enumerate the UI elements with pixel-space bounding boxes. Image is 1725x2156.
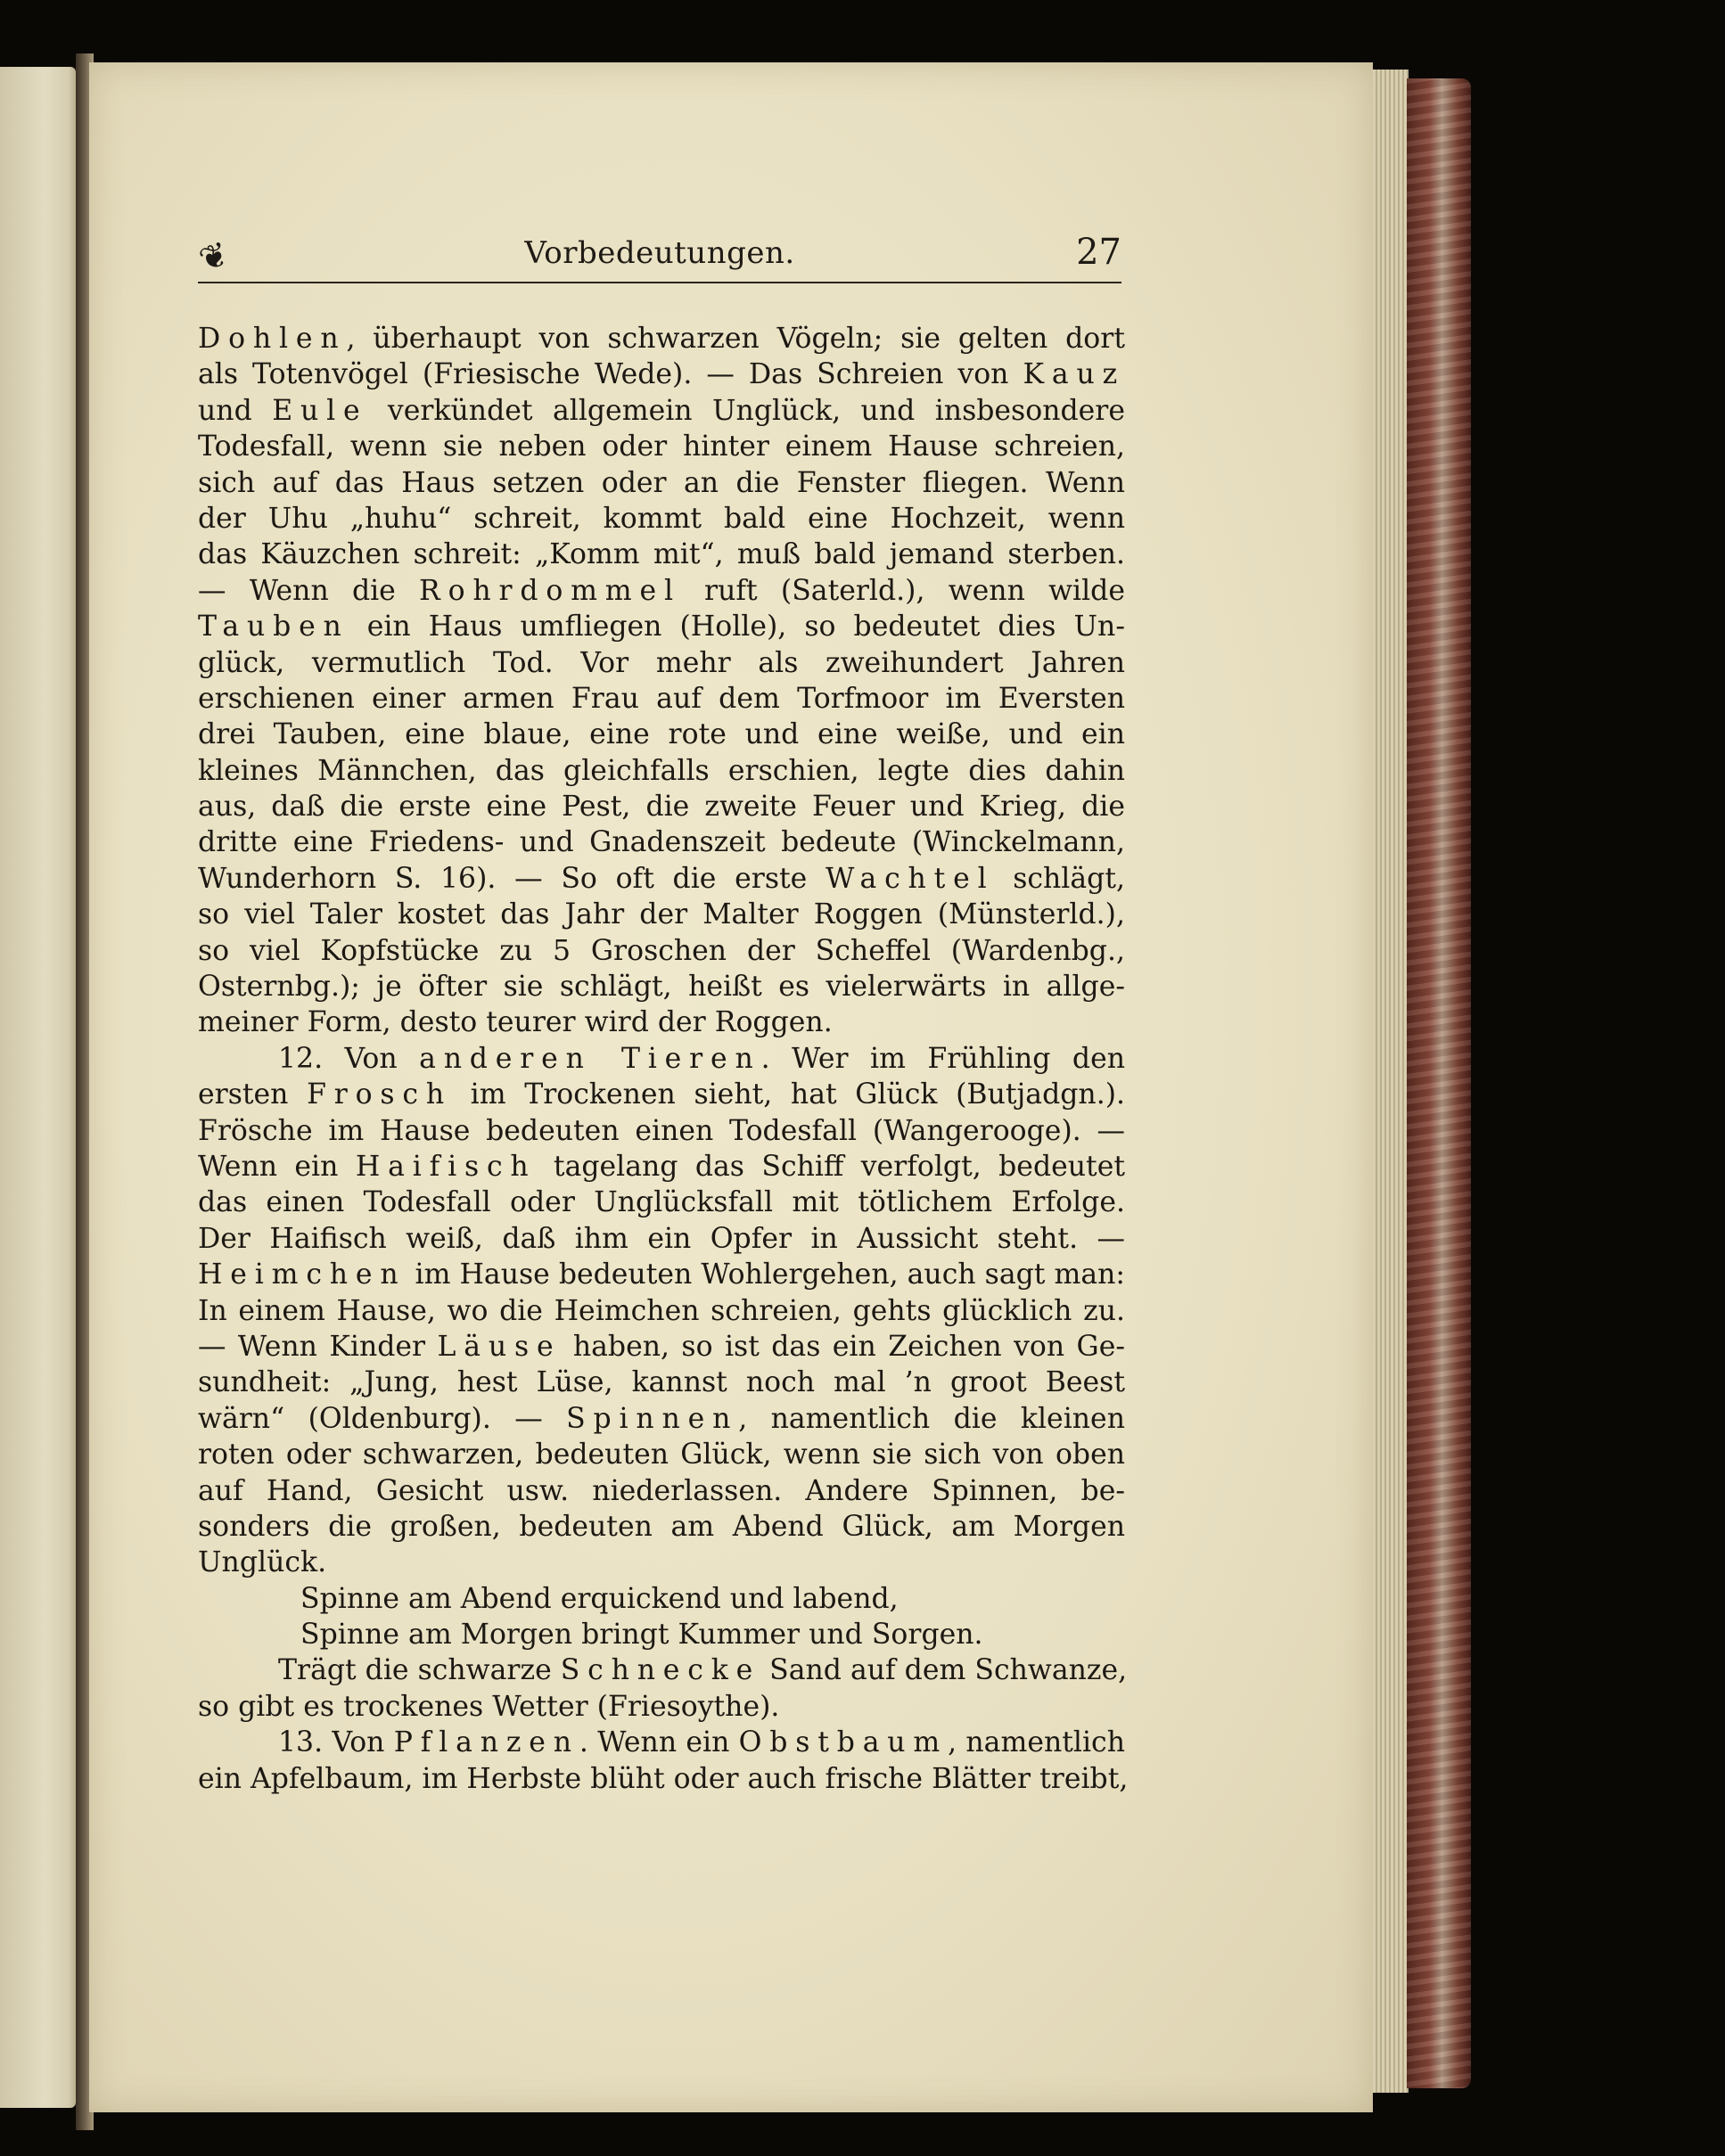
spaced-emphasis: Tauben: [198, 611, 349, 644]
text-segment: ein Apfelbaum, im Herbste blüht oder auch frische Blätter treibt,: [198, 1762, 1129, 1795]
text-segment: . Wenn ein: [579, 1726, 739, 1759]
text-line: [198, 1581, 1125, 1617]
text-line: [198, 969, 1125, 1004]
text-line: [198, 1437, 1125, 1472]
text-segment: Der Haifisch weiß, daß ihm ein Opfer in Aussicht steht. —: [198, 1222, 1125, 1255]
text-line: [198, 1545, 1125, 1580]
text-segment: Osternbg.); je öfter sie schlägt, heißt es vielerwärts in allge-: [198, 971, 1125, 1004]
text-line: [198, 717, 1125, 752]
text-segment: wärn“ (Oldenburg). —: [198, 1402, 567, 1435]
spaced-emphasis: Spinnen: [566, 1402, 739, 1435]
text-segment: drei Tauben, eine blaue, eine rote und eine weiße, und ein: [198, 718, 1125, 751]
text-segment: — Wenn Kinder: [198, 1330, 438, 1363]
text-segment: so viel Taler kostet das Jahr der Malter Roggen (Münsterld.),: [198, 898, 1125, 931]
left-page-edge: [0, 67, 76, 2108]
text-segment: ersten: [198, 1078, 308, 1111]
text-segment: sundheit: „Jung, hest Lüse, kannst noch mal ’n groot Beest: [198, 1366, 1125, 1399]
text-line: [198, 1652, 1128, 1688]
text-segment: dritte eine Friedens- und Gnadenszeit bedeute (Winckelmann,: [198, 826, 1125, 859]
text-segment: ruft (Saterld.), wenn wilde: [680, 574, 1125, 607]
spaced-emphasis: Kauz: [1023, 358, 1125, 391]
text-segment: Spinne am Abend erquickend und labend,: [300, 1582, 899, 1615]
text-segment: roten oder schwarzen, bedeuten Glück, wenn sie sich von oben: [198, 1439, 1125, 1471]
text-segment: 12. Von: [278, 1042, 420, 1075]
text-line: [198, 861, 1125, 897]
text-line: [198, 1257, 1125, 1292]
text-line: [198, 1293, 1125, 1329]
text-segment: sich auf das Haus setzen oder an die Fenster fliegen. Wenn: [198, 466, 1125, 499]
text-segment: , überhaupt von schwarzen Vögeln; sie gelten dort: [346, 323, 1125, 355]
text-line: [198, 681, 1125, 717]
text-segment: schlägt,: [994, 862, 1125, 895]
text-line: [198, 465, 1125, 501]
text-line: [198, 1004, 1125, 1040]
fleuron-icon: ❦: [193, 233, 234, 281]
text-line: [198, 1077, 1125, 1112]
text-segment: so viel Kopfstücke zu 5 Groschen der Scheffel (Wardenbg.,: [198, 934, 1125, 967]
text-line: [198, 537, 1125, 572]
text-segment: , namentlich: [948, 1726, 1125, 1759]
text-segment: und: [198, 394, 273, 427]
spaced-emphasis: Pflanzen: [393, 1726, 579, 1759]
body-text: [198, 321, 1129, 1797]
text-line: [198, 824, 1125, 860]
text-segment: kleines Männchen, das gleichfalls erschien, legte dies dahin: [198, 754, 1125, 787]
spaced-emphasis: Frosch: [307, 1078, 452, 1111]
spaced-emphasis: anderen Tieren: [419, 1042, 761, 1075]
text-segment: Frösche im Hause bedeuten einen Todesfall (Wangerooge). —: [198, 1114, 1125, 1147]
text-line: [198, 1041, 1125, 1077]
text-line: [198, 1329, 1125, 1365]
text-line: [198, 573, 1125, 609]
text-line: [198, 1365, 1125, 1400]
text-segment: erschienen einer armen Frau auf dem Torfmoor im Eversten: [198, 682, 1125, 715]
text-line: [198, 1473, 1125, 1509]
text-segment: das Käuzchen schreit: „Komm mit“, muß bald jemand sterben.: [198, 538, 1125, 571]
text-segment: Sand auf dem Schwanze,: [760, 1654, 1128, 1687]
text-line: [198, 321, 1125, 357]
page-header: [193, 228, 1121, 283]
page-edge-stack: [1373, 70, 1409, 2093]
text-segment: Wenn ein: [198, 1150, 356, 1183]
spaced-emphasis: Schnecke: [560, 1654, 761, 1687]
text-line: [198, 393, 1125, 429]
text-segment: Todesfall, wenn sie neben oder hinter einem Hause schreien,: [198, 430, 1125, 463]
text-line: [198, 1725, 1125, 1760]
text-line: [198, 1185, 1125, 1220]
spaced-emphasis: Wachtel: [826, 862, 995, 895]
text-segment: Spinne am Morgen bringt Kummer und Sorgen.: [300, 1619, 983, 1652]
text-segment: tagelang das Schiff verfolgt, bedeutet: [536, 1150, 1125, 1183]
text-line: [198, 933, 1125, 969]
text-line: [198, 789, 1125, 824]
text-line: [198, 609, 1125, 644]
text-segment: so gibt es trockenes Wetter (Friesoythe).: [198, 1690, 780, 1723]
text-line: [198, 645, 1125, 681]
text-line: [198, 357, 1125, 392]
text-line: [198, 501, 1125, 537]
text-line: [198, 429, 1125, 464]
page-number: 27: [1076, 232, 1121, 273]
spaced-emphasis: Haifisch: [355, 1150, 537, 1183]
text-segment: als Totenvögel (Friesische Wede). — Das Schreien von: [198, 358, 1023, 391]
running-title: Vorbedeutungen.: [524, 235, 795, 271]
spaced-emphasis: Rohrdommel: [419, 574, 681, 607]
text-segment: das einen Todesfall oder Unglücksfall mit tötlichem Erfolge.: [198, 1186, 1125, 1219]
text-segment: im Trockenen sieht, hat Glück (Butjadgn.).: [452, 1078, 1126, 1111]
text-segment: 13. Von: [278, 1726, 394, 1759]
spaced-emphasis: Obstbaum: [738, 1726, 949, 1759]
text-segment: aus, daß die erste eine Pest, die zweite Feuer und Krieg, die: [198, 791, 1125, 824]
text-line: [198, 897, 1125, 932]
text-line: [198, 1401, 1125, 1437]
text-segment: — Wenn die: [198, 574, 420, 607]
spaced-emphasis: Eule: [272, 394, 368, 427]
text-line: [198, 1617, 1125, 1652]
text-line: [198, 1149, 1125, 1185]
text-segment: Wunderhorn S. 16). — So oft die erste: [198, 862, 826, 895]
text-segment: , namentlich die kleinen: [738, 1402, 1125, 1435]
text-line: [198, 753, 1125, 789]
text-line: [198, 1221, 1125, 1257]
text-segment: im Hause bedeuten Wohlergehen, auch sagt man:: [406, 1258, 1125, 1291]
text-line: [198, 1509, 1125, 1545]
text-segment: . Wer im Frühling den: [760, 1042, 1125, 1075]
text-segment: Unglück.: [198, 1546, 327, 1579]
text-segment: haben, so ist das ein Zeichen von Ge-: [561, 1330, 1125, 1363]
spaced-emphasis: Heimchen: [198, 1258, 407, 1291]
text-segment: glück, vermutlich Tod. Vor mehr als zweihundert Jahren: [198, 646, 1125, 679]
text-line: [198, 1689, 1125, 1725]
text-segment: ein Haus umfliegen (Holle), so bedeutet dies Un-: [349, 611, 1125, 644]
spaced-emphasis: Dohlen: [198, 323, 347, 355]
text-line: [198, 1761, 1129, 1797]
spaced-emphasis: Läuse: [437, 1330, 562, 1363]
text-segment: sonders die großen, bedeuten am Abend Glück, am Morgen: [198, 1510, 1125, 1543]
text-line: [198, 1113, 1125, 1149]
text-segment: auf Hand, Gesicht usw. niederlassen. Andere Spinnen, be-: [198, 1474, 1125, 1507]
text-segment: meiner Form, desto teurer wird der Roggen.: [198, 1006, 833, 1039]
text-segment: In einem Hause, wo die Heimchen schreien, gehts glücklich zu.: [198, 1294, 1125, 1327]
marbled-cover-edge: [1407, 78, 1471, 2088]
text-segment: Trägt die schwarze: [278, 1654, 561, 1687]
text-segment: der Uhu „huhu“ schreit, kommt bald eine Hochzeit, wenn: [198, 502, 1125, 535]
text-segment: verkündet allgemein Unglück, und insbesondere: [367, 394, 1125, 427]
